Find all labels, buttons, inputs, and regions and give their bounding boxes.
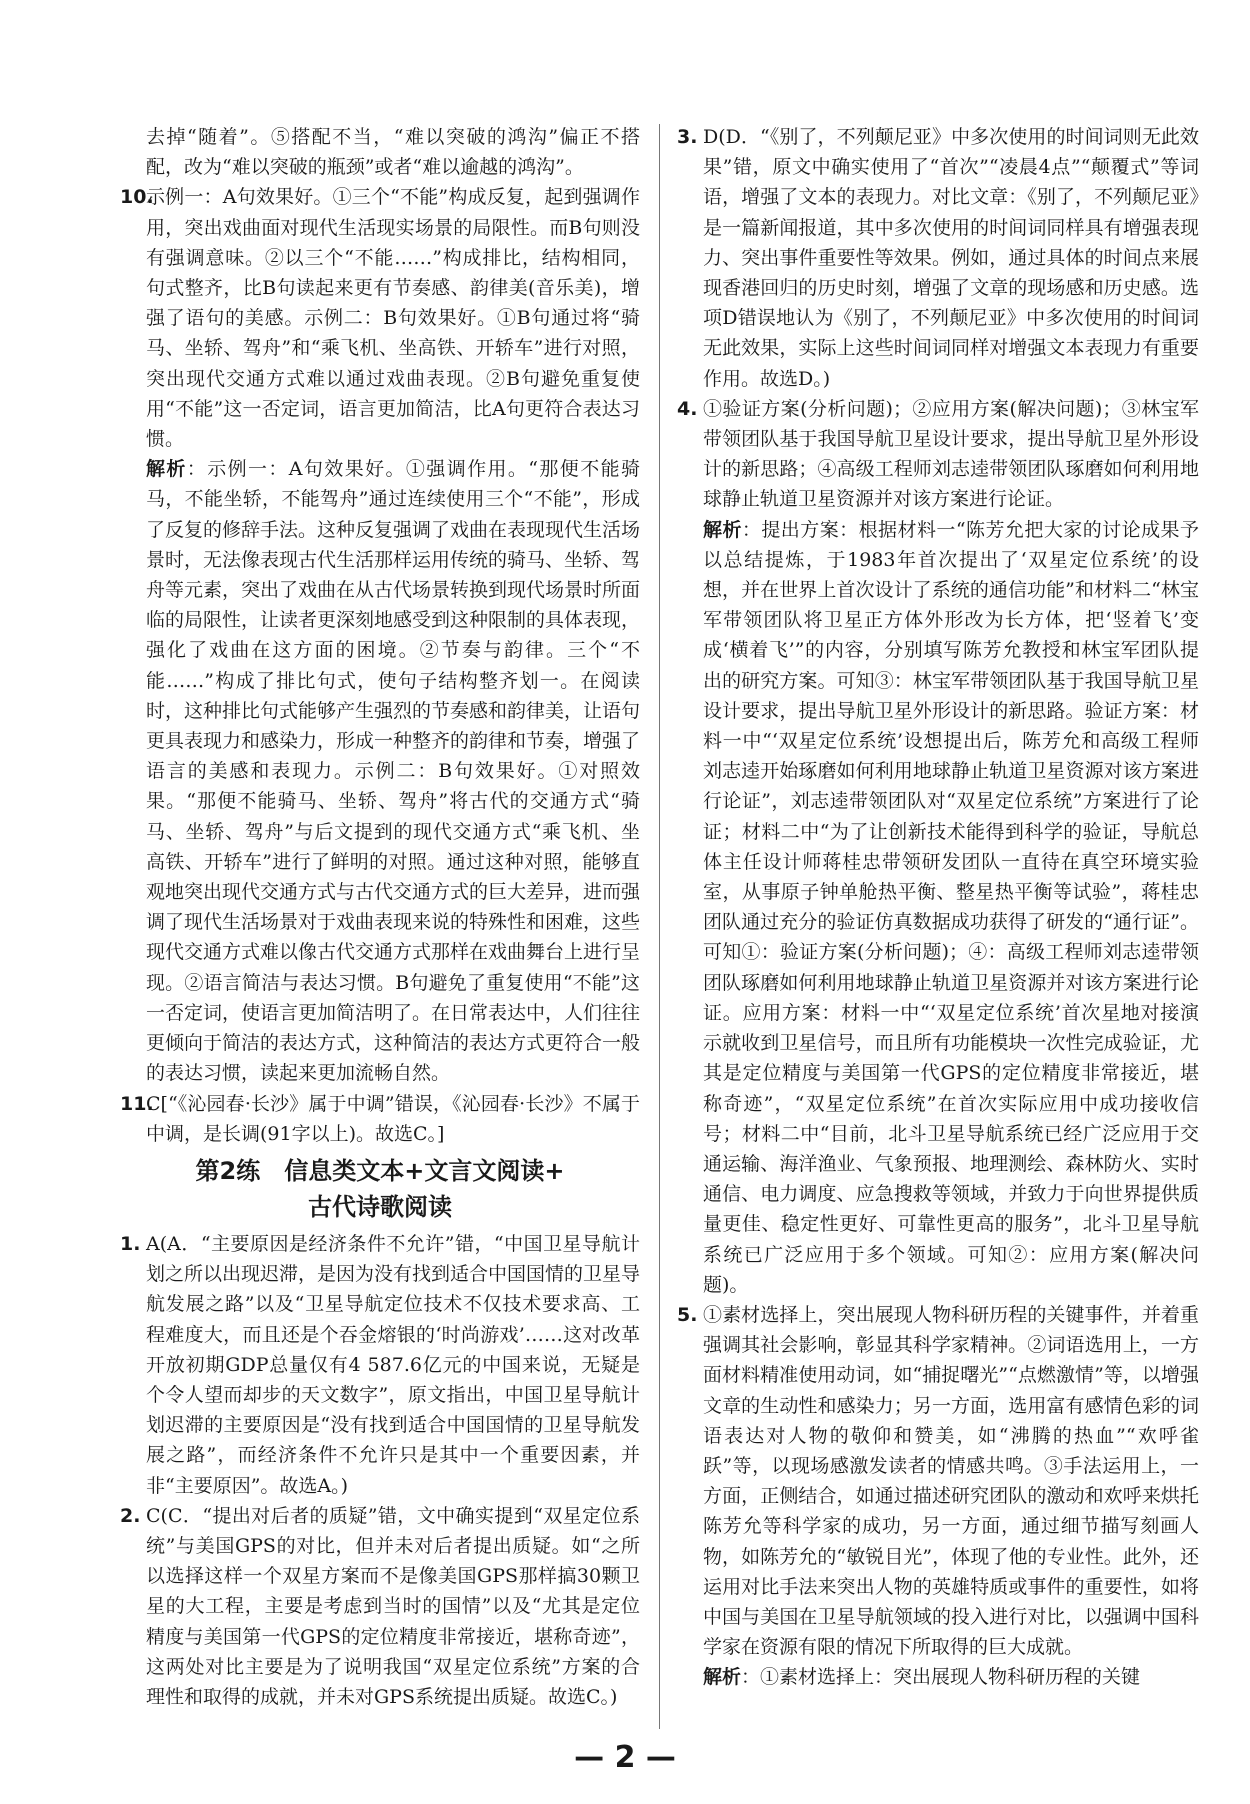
answer-item-3	[677, 122, 1199, 394]
item-number: 4.	[677, 397, 698, 420]
right-column	[677, 122, 1199, 1693]
answer-item-5	[677, 1300, 1199, 1662]
analysis-text: ：提出方案：根据材料一“陈芳允把大家的讨论成果予以总结提炼，于1983年首次提出了‘双星定位系统’的设想，并在世界上首次设计了系统的通信功能”和材料二“林宝军带领团队将卫星正方体外形改为长方体，把‘竖着飞’变成‘横着飞’”的内容，分别填写陈芳允教授和林宝军团队提出的研究方案。可知③：林宝军带领团队基于我国导航卫星设计要求，提出导航卫星外形设计的新思路。验证方案：材料一中“‘双星定位系统’设想提出后，陈芳允和高级工程师刘志逵开始琢磨如何利用地球静止轨道卫星资源对该方案进行论证”，刘志逵带领团队对“双星定位系统”方案进行了论证；材料二中“为了让创新技术能得到科学的验证，导航总体主任设计师蒋桂忠带领研发团队一直待在真空环境实验室，从事原子钟单舱热平衡、整星热平衡等试验”，蒋桂忠团队通过充分的验证仿真数据成功获得了研发的“通行证”。可知①：验证方案(分析问题)；④：高级工程师刘志逵带领团队琢磨如何利用地球静止轨道卫星资源并对该方案进行论证。应用方案：材料一中“‘双星定位系统’首次星地对接演示就收到卫星信号，而且所有功能模块一次性完成验证，尤其是定位精度与美国第一代GPS的定位精度非常接近，堪称奇迹”，“双星定位系统”在首次实际应用中成功接收信号；材料二中“目前，北斗卫星导航系统已经广泛应用于交通运输、海洋渔业、气象预报、地理测绘、森林防火、实时通信、电力调度、应急搜救等领域，并致力于向世界提供质量更佳、稳定性更好、可靠性更高的服务”，北斗卫星导航系统已广泛应用于多个领域。可知②：应用方案(解决问题)。	[703, 518, 1199, 1296]
answer-item-4	[677, 394, 1199, 515]
answer-item-11	[120, 1089, 640, 1149]
page-number: — 2 —	[574, 1740, 676, 1775]
left-column	[120, 122, 640, 1712]
answer-text: ①素材选择上，突出展现人物科研历程的关键事件，并着重强调其社会影响，彰显其科学家精神。②词语选用上，一方面材料精准使用动词，如“捕捉曙光”“点燃激情”等，以增强文章的生动性和感染力；另一方面，选用富有感情色彩的词语表达对人物的敬仰和赞美，如“沸腾的热血”“欢呼雀跃”等，以现场感激发读者的情感共鸣。③手法运用上，一方面，正侧结合，如通过描述研究团队的激动和欢呼来烘托陈芳允等科学家的成功，另一方面，通过细节描写刻画人物，如陈芳允的“敏锐目光”，体现了他的专业性。此外，还运用对比手法来突出人物的英雄特质或事件的重要性，如将中国与美国在卫星导航领域的投入进行对比，以强调中国科学家在资源有限的情况下所取得的巨大成就。	[703, 1303, 1199, 1659]
answer-text: C[“《沁园春·长沙》属于中调”错误，《沁园春·长沙》不属于中调，是长调(91字以上)。故选C。]	[146, 1092, 640, 1145]
analysis-label: 解析	[703, 1666, 742, 1689]
answer-text: D(D．“《别了，不列颠尼亚》中多次使用的时间词则无此效果”错，原文中确实使用了“首次”“凌晨4点”“颠覆式”等词语，增强了文本的表现力。对比文章：《别了，不列颠尼亚》是一篇新闻报道，其中多次使用的时间词同样具有增强表现力、突出事件重要性等效果。例如，通过具体的时间点来展现香港回归的历史时刻，增强了文章的现场感和历史感。选项D错误地认为《别了，不列颠尼亚》中多次使用的时间词无此效果，实际上这些时间词同样对增强文本表现力有重要作用。故选D。)	[703, 126, 1199, 390]
item-number: 11.	[120, 1092, 154, 1115]
item-number: 1.	[120, 1232, 141, 1255]
item-number: 3.	[677, 126, 698, 148]
item-number: 5.	[677, 1303, 698, 1326]
column-divider	[659, 124, 660, 1729]
answer-text: A(A．“主要原因是经济条件不允许”错，“中国卫星导航计划之所以出现迟滞，是因为没有找到适合中国国情的卫星导航发展之路”以及“卫星导航定位技术不仅技术要求高、工程难度大，而且还是个吞金熔银的‘时尚游戏’……这对改革开放初期GDP总量仅有4 587.6亿元的中国来说，无疑是个令人望而却步的天文数字”，原文指出，中国卫星导航计划迟滞的主要原因是“没有找到适合中国国情的卫星导航发展之路”，而经济条件不允许只是其中一个重要因素，并非“主要原因”。故选A。)	[146, 1232, 641, 1497]
analysis-label: 解析	[146, 458, 187, 481]
answer-item-10	[120, 182, 640, 454]
section-heading-line1: 第2练 信息类文本+文言文阅读+	[195, 1156, 565, 1185]
answer-item-2	[120, 1501, 640, 1712]
answer-text: C(C．“提出对后者的质疑”错，文中确实提到“双星定位系统”与美国GPS的对比，但并未对后者提出质疑。如“之所以选择这样一个双星方案而不是像美国GPS那样搞30颗卫星的大工程，主要是考虑到当时的国情”以及“尤其是定位精度与美国第一代GPS的定位精度非常接近，堪称奇迹”，这两处对比主要是为了说明我国“双星定位系统”方案的合理性和取得的成就，并未对GPS系统提出质疑。故选C。)	[146, 1504, 640, 1708]
analysis-paragraph	[677, 1662, 1199, 1692]
analysis-text: ：示例一：A句效果好。①强调作用。“那便不能骑马，不能坐轿，不能驾舟”通过连续使用三个“不能”，形成了反复的修辞手法。这种反复强调了戏曲在表现现代生活场景时，无法像表现古代生活那样运用传统的骑马、坐轿、驾舟等元素，突出了戏曲在从古代场景转换到现代场景时所面临的局限性，让读者更深刻地感受到这种限制的具体表现，强化了戏曲在这方面的困境。②节奏与韵律。三个“不能……”构成了排比句式，使句子结构整齐划一。在阅读时，这种排比句式能够产生强烈的节奏感和韵律美，让语句更具表现力和感染力，形成一种整齐的韵律和节奏，增强了语言的美感和表现力。示例二：B句效果好。①对照效果。“那便不能骑马、坐轿、驾舟”将古代的交通方式“骑马、坐轿、驾舟”与后文提到的现代交通方式“乘飞机、坐高铁、开轿车”进行了鲜明的对照。通过这种对照，能够直观地突出现代交通方式与古代交通方式的巨大差异，进而强调了现代生活场景对于戏曲表现来说的特殊性和困难，这些现代交通方式难以像古代交通方式那样在戏曲舞台上进行呈现。②语言简洁与表达习惯。B句避免了重复使用“不能”这一否定词，使语言更加简洁明了。在日常表达中，人们往往更倾向于简洁的表达方式，这种简洁的表达方式更符合一般的表达习惯，读起来更加流畅自然。	[146, 458, 641, 1085]
item-number: 2.	[120, 1504, 141, 1527]
page-number-value: 2	[614, 1740, 636, 1775]
analysis-paragraph	[677, 515, 1199, 1300]
item-number: 10.	[120, 186, 154, 209]
continuation-text: 去掉“随着”。⑤搭配不当，“难以突破的鸿沟”偏正不搭配，改为“难以突破的瓶颈”或者“难以逾越的鸿沟”。	[146, 126, 640, 179]
analysis-text: ：①素材选择上：突出展现人物科研历程的关键	[741, 1666, 1141, 1689]
analysis-label: 解析	[703, 518, 742, 541]
analysis-paragraph	[120, 454, 640, 1088]
section-heading	[120, 1153, 640, 1225]
answer-text: 示例一：A句效果好。①三个“不能”构成反复，起到强调作用，突出戏曲面对现代生活现实场景的局限性。而B句则没有强调意味。②以三个“不能……”构成排比，结构相同，句式整齐，比B句读起来更有节奏感、韵律美(音乐美)，增强了语句的美感。示例二：B句效果好。①B句通过将“骑马、坐轿、驾舟”和“乘飞机、坐高铁、开轿车”进行对照，突出现代交通方式难以通过戏曲表现。②B句避免重复使用“不能”这一否定词，语言更加简洁，比A句更符合表达习惯。	[146, 186, 640, 451]
answer-text: ①验证方案(分析问题)；②应用方案(解决问题)；③林宝军带领团队基于我国导航卫星设计要求，提出导航卫星外形设计的新思路；④高级工程师刘志逵带领团队琢磨如何利用地球静止轨道卫星资源并对该方案进行论证。	[703, 397, 1199, 511]
section-heading-line2: 古代诗歌阅读	[308, 1192, 452, 1221]
answer-item-1	[120, 1229, 640, 1501]
